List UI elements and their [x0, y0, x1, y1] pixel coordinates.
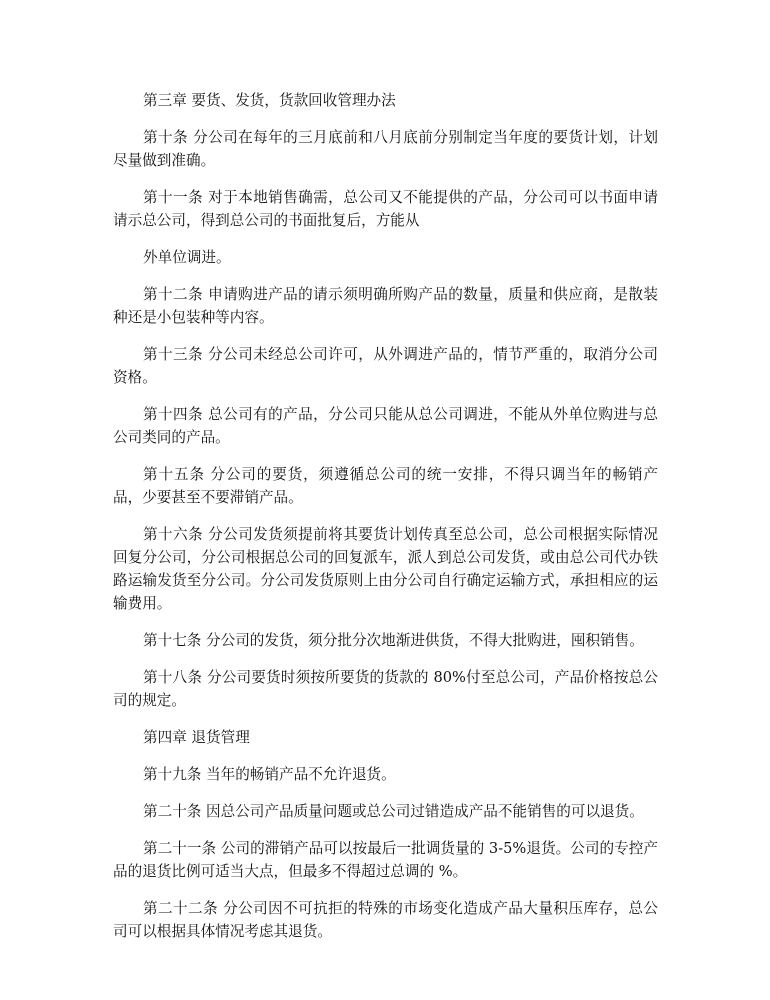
document-body [113, 89, 658, 957]
article-paragraph: 第二十条 因总公司产品质量问题或总公司过错造成产品不能销售的可以退货。 [143, 803, 644, 820]
article-paragraph: 第十五条 分公司的要货，须遵循总公司的统一安排，不得只调当年的畅销产品，少要甚至不要滞销产品。 [113, 466, 658, 506]
article-paragraph: 第十二条 申请购进产品的请示须明确所购产品的数量，质量和供应商，是散装种还是小包装种等内容。 [113, 286, 658, 326]
article-paragraph: 第十六条 分公司发货须提前将其要货计划传真至总公司，总公司根据实际情况回复分公司，分公司根据总公司的回复派车，派人到总公司发货，或由总公司代办铁路运输发货至分公司。分公司发货原则上由分公司自行确定运输方式，承担相应的运输费用。 [113, 526, 658, 612]
article-paragraph: 第十四条 总公司有的产品，分公司只能从总公司调进，不能从外单位购进与总公司类同的产品。 [113, 406, 658, 446]
article-paragraph: 外单位调进。 [143, 249, 231, 266]
article-paragraph: 第十条 分公司在每年的三月底前和八月底前分别制定当年度的要货计划，计划尽量做到准确。 [113, 129, 658, 169]
article-paragraph: 第十三条 分公司未经总公司许可，从外调进产品的，情节严重的，取消分公司资格。 [113, 346, 658, 386]
article-paragraph: 第十一条 对于本地销售确需，总公司又不能提供的产品，分公司可以书面申请请示总公司，得到总公司的书面批复后，方能从 [113, 189, 658, 229]
article-paragraph: 第十九条 当年的畅销产品不允许退货。 [143, 766, 396, 783]
chapter-heading: 第三章 要货、发货，货款回收管理办法 [143, 92, 396, 109]
chapter-heading: 第四章 退货管理 [143, 729, 250, 746]
article-paragraph: 第十七条 分公司的发货，须分批分次地渐进供货，不得大批购进，囤积销售。 [143, 632, 644, 649]
article-paragraph: 第十八条 分公司要货时须按所要货的货款的 80%付至总公司，产品价格按总公司的规定。 [113, 669, 658, 709]
article-paragraph: 第二十二条 分公司因不可抗拒的特殊的市场变化造成产品大量积压库存，总公司可以根据具体情况考虑其退货。 [113, 900, 658, 940]
article-paragraph: 第二十一条 公司的滞销产品可以按最后一批调货量的 3-5%退货。公司的专控产品的退货比例可适当大点，但最多不得超过总调的 %。 [113, 840, 658, 880]
